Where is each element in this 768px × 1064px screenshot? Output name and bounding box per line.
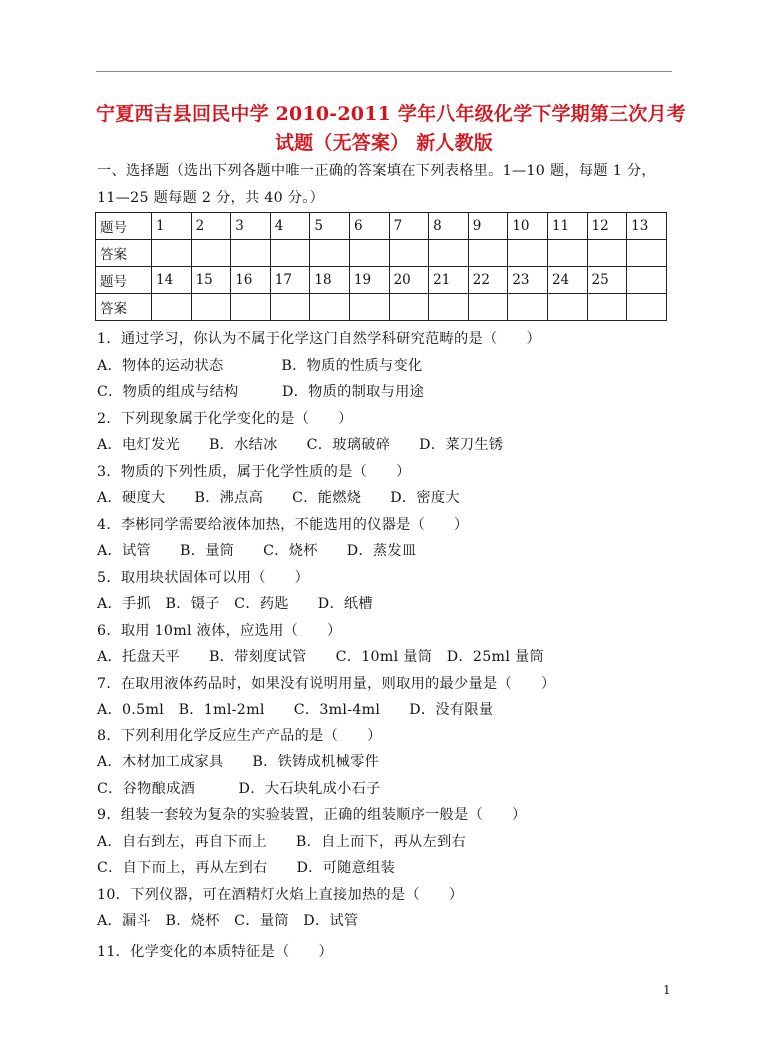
- question-1-stem: 1．通过学习，你认为不属于化学这门自然学科研究范畴的是（ ）: [97, 331, 541, 347]
- answer-cell[interactable]: [270, 240, 310, 267]
- document-title-line-1: 宁夏西吉县回民中学 2010-2011 学年八年级化学下学期第三次月考: [96, 103, 686, 125]
- answer-cell[interactable]: [349, 240, 389, 267]
- answer-table-answer-row-2: [96, 294, 667, 321]
- question-8-options-1: A．木材加工成家具 B．铁铸成机械零件: [97, 754, 380, 770]
- answer-cell[interactable]: [389, 294, 429, 321]
- header-rule: [96, 71, 672, 72]
- table-cell-number: 2: [191, 213, 231, 240]
- answer-cell[interactable]: [547, 294, 587, 321]
- table-cell-label: 题号: [96, 213, 152, 240]
- question-1-options-1: A．物体的运动状态 B．物质的性质与变化: [97, 358, 423, 374]
- answer-cell[interactable]: [587, 240, 627, 267]
- section-instructions-line-1: 一、选择题（选出下列各题中唯一正确的答案填在下列表格里。1—10 题，每题 1 分，: [97, 163, 656, 179]
- question-10-options: A．漏斗 B．烧杯 C．量筒 D．试管: [97, 913, 359, 929]
- table-cell-number: 6: [349, 213, 389, 240]
- question-7-options: A．0.5ml B．1ml-2ml C．3ml-4ml D．没有限量: [97, 702, 494, 718]
- question-3-options: A．硬度大 B．沸点高 C．能燃烧 D．密度大: [97, 490, 460, 506]
- answer-cell[interactable]: [508, 240, 548, 267]
- question-9-stem: 9．组装一套较为复杂的实验装置，正确的组装顺序一般是（ ）: [97, 807, 527, 823]
- answer-cell[interactable]: [231, 294, 271, 321]
- question-8-options-2: C．谷物酿成酒 D．大石块轧成小石子: [97, 781, 381, 797]
- answer-cell[interactable]: [587, 294, 627, 321]
- table-cell-number: 10: [508, 213, 548, 240]
- table-cell-number: 21: [429, 267, 469, 294]
- table-cell-number: 8: [429, 213, 469, 240]
- table-cell-number: 24: [547, 267, 587, 294]
- table-cell-number: 20: [389, 267, 429, 294]
- question-3-stem: 3．物质的下列性质，属于化学性质的是（ ）: [97, 464, 411, 480]
- answer-table: [95, 212, 667, 321]
- answer-cell[interactable]: [468, 240, 508, 267]
- question-7-stem: 7．在取用液体药品时，如果没有说明用量，则取用的最少量是（ ）: [97, 676, 556, 692]
- answer-cell[interactable]: [468, 294, 508, 321]
- page-number: 1: [663, 983, 671, 997]
- answer-cell[interactable]: [310, 294, 350, 321]
- table-cell-number: 14: [152, 267, 192, 294]
- answer-table-answer-row-1: [96, 240, 667, 267]
- question-9-options-2: C．自下而上，再从左到右 D．可随意组装: [97, 860, 396, 876]
- answer-table-number-row-1: [96, 213, 667, 240]
- table-cell-label: 答案: [96, 240, 152, 267]
- question-1-options-2: C．物质的组成与结构 D．物质的制取与用途: [97, 384, 425, 400]
- question-2-options: A．电灯发光 B．水结冰 C．玻璃破碎 D．菜刀生锈: [97, 437, 504, 453]
- section-instructions-line-2: 11—25 题每题 2 分，共 40 分。）: [97, 190, 325, 206]
- answer-cell[interactable]: [627, 240, 667, 267]
- answer-cell[interactable]: [349, 294, 389, 321]
- question-4-stem: 4．李彬同学需要给液体加热，不能选用的仪器是（ ）: [97, 517, 469, 533]
- answer-cell[interactable]: [627, 294, 667, 321]
- answer-cell[interactable]: [270, 294, 310, 321]
- answer-cell[interactable]: [152, 240, 192, 267]
- answer-cell[interactable]: [429, 240, 469, 267]
- question-6-stem: 6．取用 10ml 液体，应选用（ ）: [97, 623, 342, 639]
- table-cell-number: 5: [310, 213, 350, 240]
- table-cell-number: 9: [468, 213, 508, 240]
- table-cell-number: 7: [389, 213, 429, 240]
- table-cell-number: 13: [627, 213, 667, 240]
- answer-cell[interactable]: [508, 294, 548, 321]
- table-cell-number: 22: [468, 267, 508, 294]
- answer-cell[interactable]: [191, 240, 231, 267]
- question-10-stem: 10．下列仪器，可在酒精灯火焰上直接加热的是（ ）: [97, 887, 464, 903]
- document-title-line-2: 试题（无答案） 新人教版: [274, 132, 493, 154]
- table-cell-number: 12: [587, 213, 627, 240]
- question-9-options-1: A．自右到左，再自下而上 B．自上而下，再从左到右: [97, 834, 466, 850]
- answer-cell[interactable]: [152, 294, 192, 321]
- table-cell-number: 11: [547, 213, 587, 240]
- table-cell-number: 3: [231, 213, 271, 240]
- table-cell-label: 答案: [96, 294, 152, 321]
- question-6-options: A．托盘天平 B．带刻度试管 C．10ml 量筒 D．25ml 量筒: [97, 649, 544, 665]
- answer-cell[interactable]: [191, 294, 231, 321]
- table-cell-number: 18: [310, 267, 350, 294]
- answer-table-number-row-2: [96, 267, 667, 294]
- table-cell-label: 题号: [96, 267, 152, 294]
- question-5-options: A．手抓 B．镊子 C．药匙 D．纸槽: [97, 596, 373, 612]
- question-4-options: A．试管 B．量筒 C．烧杯 D．蒸发皿: [97, 543, 417, 559]
- question-2-stem: 2．下列现象属于化学变化的是（ ）: [97, 411, 353, 427]
- question-11-stem: 11．化学变化的本质特征是（ ）: [97, 944, 333, 960]
- table-cell-number: 19: [349, 267, 389, 294]
- question-8-stem: 8．下列利用化学反应生产产品的是（ ）: [97, 728, 382, 744]
- table-cell-number: 1: [152, 213, 192, 240]
- table-cell-number: 17: [270, 267, 310, 294]
- table-cell-number: 15: [191, 267, 231, 294]
- answer-cell[interactable]: [231, 240, 271, 267]
- answer-cell[interactable]: [547, 240, 587, 267]
- table-cell-number: 16: [231, 267, 271, 294]
- question-5-stem: 5．取用块状固体可以用（ ）: [97, 570, 310, 586]
- answer-cell[interactable]: [389, 240, 429, 267]
- table-cell-number: 25: [587, 267, 627, 294]
- table-cell-number: 4: [270, 213, 310, 240]
- table-cell-number: 23: [508, 267, 548, 294]
- answer-cell[interactable]: [429, 294, 469, 321]
- table-cell-empty: [627, 267, 667, 294]
- answer-cell[interactable]: [310, 240, 350, 267]
